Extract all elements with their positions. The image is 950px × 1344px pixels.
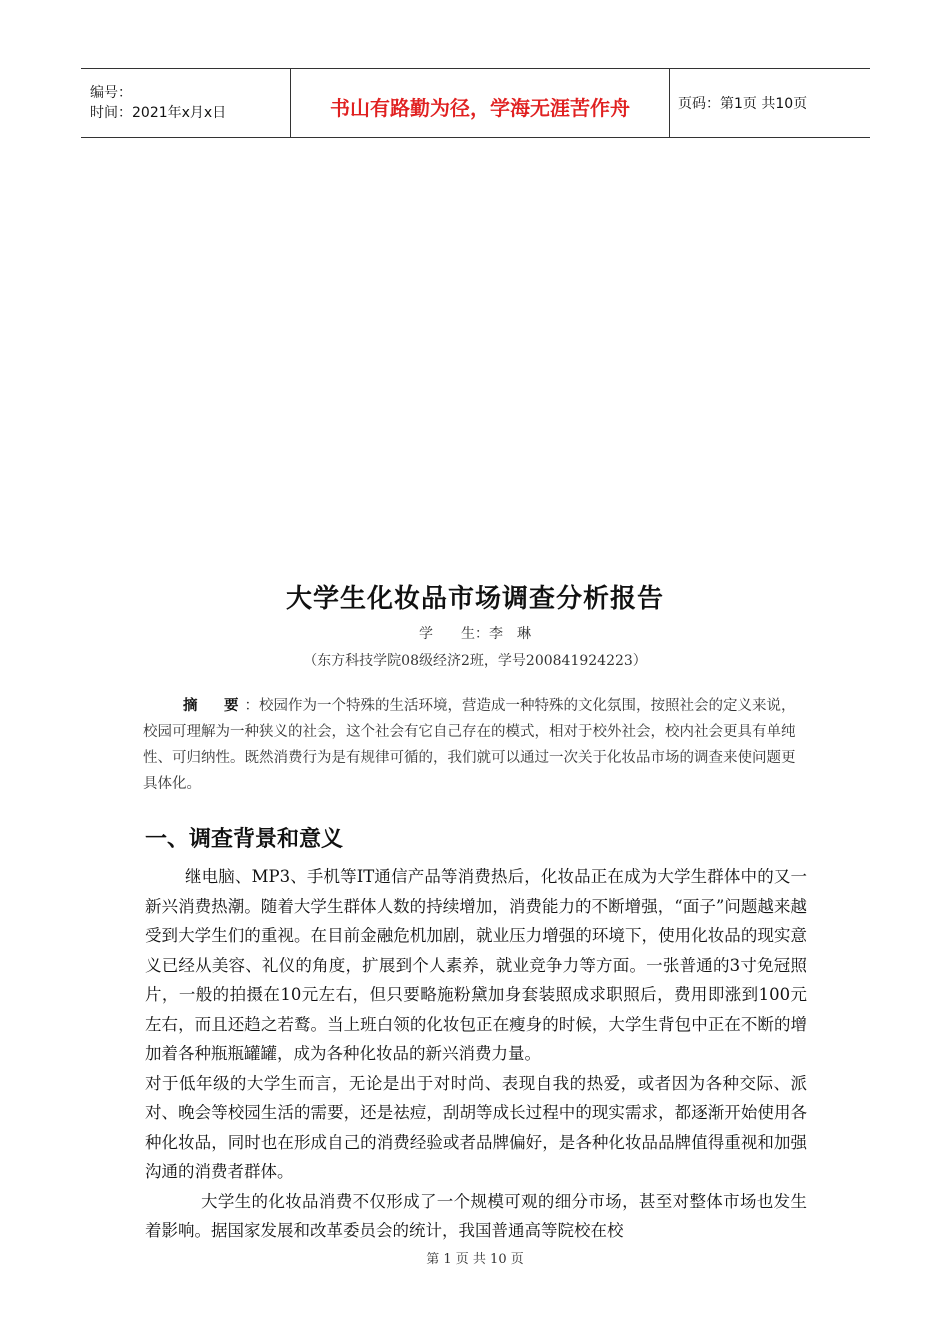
body-text <box>145 862 807 1246</box>
paragraph: 大学生的化妆品消费不仅形成了一个规模可观的细分市场，甚至对整体市场也发生着影响。据国家发展和改革委员会的统计，我国普通高等院校在校 <box>145 1191 807 1240</box>
header-motto-cell <box>291 69 670 137</box>
header-table <box>81 68 870 138</box>
abstract <box>143 693 803 797</box>
abstract-label: 摘 要 <box>183 698 245 714</box>
paragraph: 对于低年级的大学生而言，无论是出于对时尚、表现自我的热爱，或者因为各种交际、派对、晚会等校园生活的需要，还是祛痘，刮胡等成长过程中的现实需求，都逐渐开始使用各种化妆品，同时也在形成自己的消费经验或者品牌偏好，是各种化妆品品牌值得重视和加强沟通的消费者群体。 <box>145 1073 807 1181</box>
page-footer: 第 1 页 共 10 页 <box>426 1252 524 1267</box>
page-info: 页码：第1页 共10页 <box>678 96 808 112</box>
affiliation-line: （东方科技学院08级经济2班，学号200841924223） <box>303 653 647 669</box>
abstract-text: ：校园作为一个特殊的生活环境，营造成一种特殊的文化氛围，按照社会的定义来说，校园可理解为一种狭义的社会，这个社会有它自己存在的模式，相对于校外社会，校内社会更具有单纯性、可归纳性。既然消费行为是有规律可循的，我们就可以通过一次关于化妆品市场的调查来使问题更具体化。 <box>143 698 796 792</box>
header-left-cell <box>81 69 291 137</box>
header-page-cell <box>670 69 870 137</box>
number-label: 编号： <box>90 85 132 101</box>
author-line: 学 生：李 琳 <box>419 626 531 642</box>
paragraph: 继电脑、MP3、手机等IT通信产品等消费热后，化妆品正在成为大学生群体中的又一新兴消费热潮。随着大学生群体人数的持续增加，消费能力的不断增强，“面子”问题越来越受到大学生们的重视。在目前金融危机加剧，就业压力增强的环境下，使用化妆品的现实意义已经从美容、礼仪的角度，扩展到个人素养，就业竞争力等方面。一张普通的3寸免冠照片，一般的拍摄在10元左右，但只要略施粉黛加身套装照成求职照后，费用即涨到100元左右，而且还趋之若鹜。当上班白领的化妆包正在瘦身的时候，大学生背包中正在不断的增加着各种瓶瓶罐罐，成为各种化妆品的新兴消费力量。 <box>145 867 807 1063</box>
motto: 书山有路勤为径，学海无涯苦作舟 <box>330 95 630 120</box>
section-heading: 一、调查背景和意义 <box>145 827 344 852</box>
date-label: 时间：2021年x月x日 <box>90 105 227 121</box>
document-title: 大学生化妆品市场调查分析报告 <box>285 584 664 614</box>
